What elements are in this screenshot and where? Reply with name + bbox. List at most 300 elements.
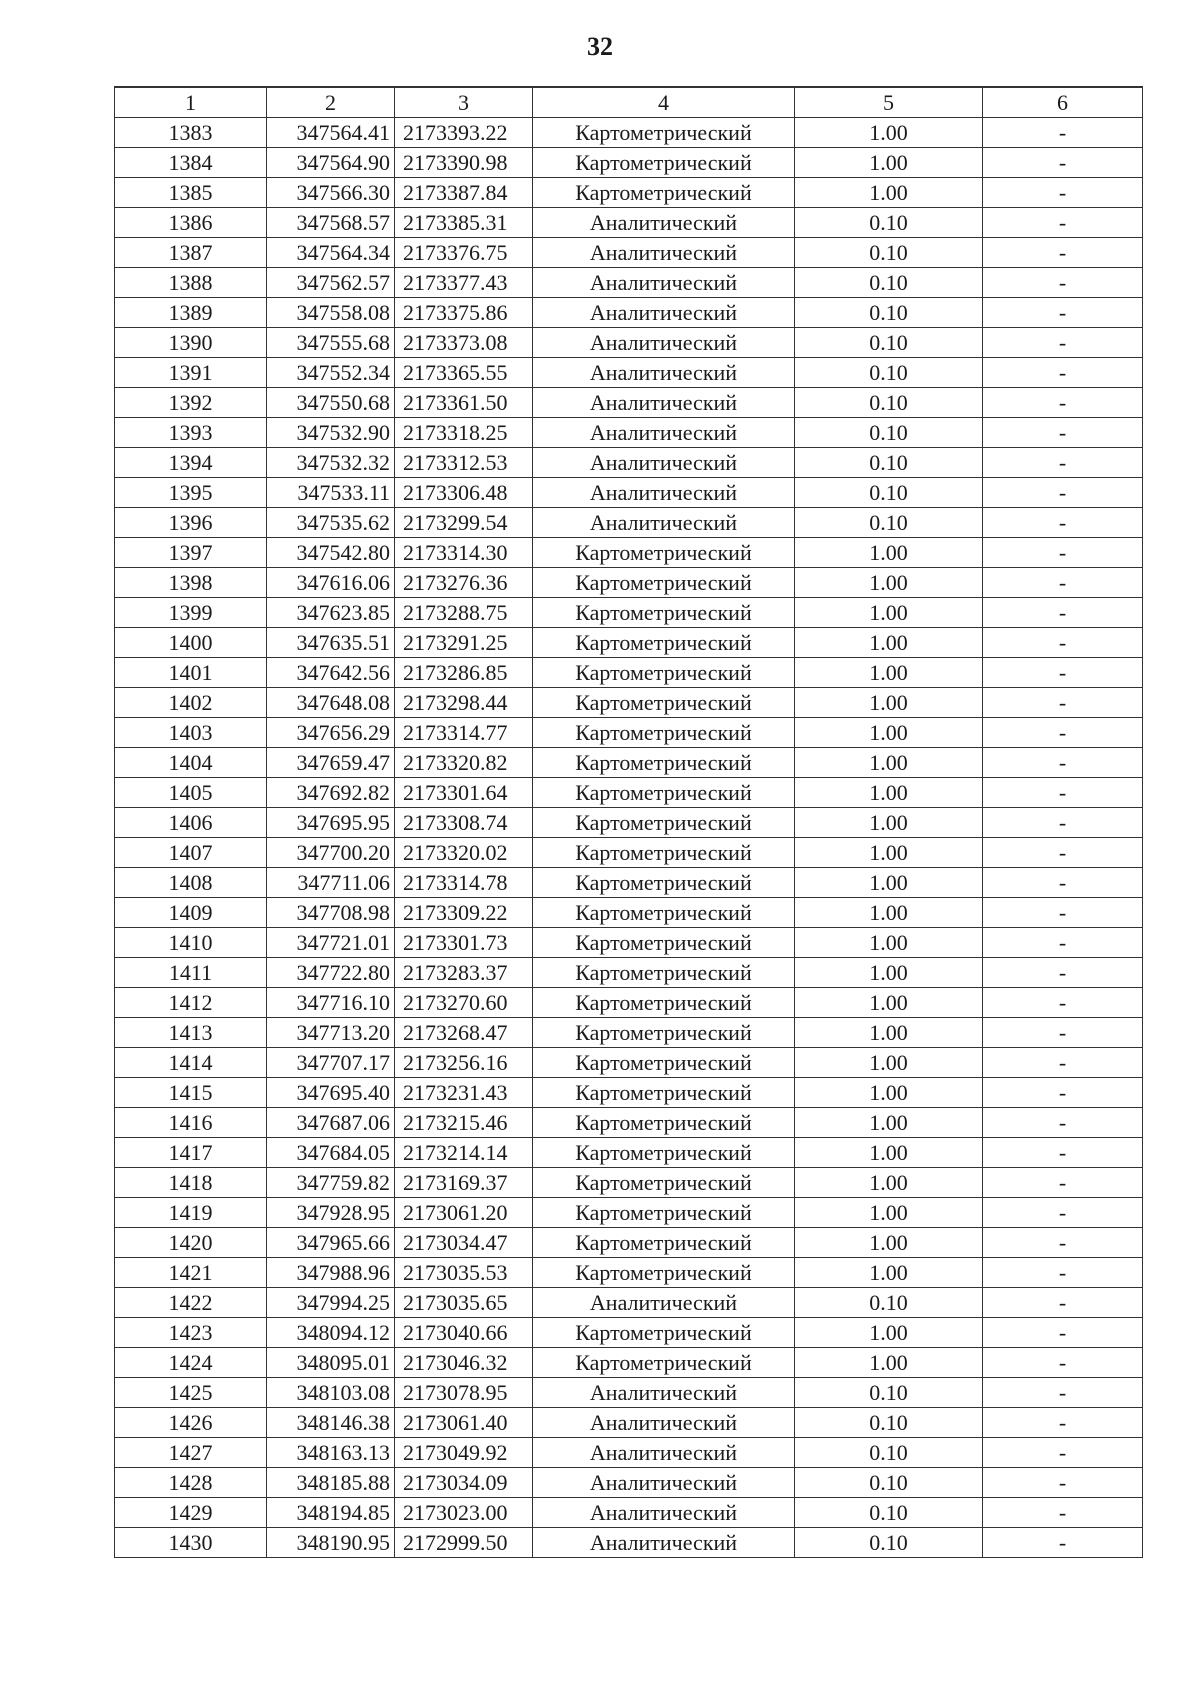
table-row <box>115 1318 1143 1348</box>
method-cell: Картометрический <box>533 1318 795 1348</box>
accuracy-cell: 1.00 <box>795 178 983 208</box>
table-row <box>115 328 1143 358</box>
table-row <box>115 448 1143 478</box>
y-coordinate-cell: 2173320.82 <box>395 748 533 778</box>
x-coordinate-cell: 348146.38 <box>267 1408 395 1438</box>
method-cell: Картометрический <box>533 778 795 808</box>
point-number-cell: 1391 <box>115 358 267 388</box>
method-cell: Аналитический <box>533 1468 795 1498</box>
table-row <box>115 508 1143 538</box>
method-cell: Картометрический <box>533 1348 795 1378</box>
point-number-cell: 1383 <box>115 118 267 148</box>
method-cell: Картометрический <box>533 838 795 868</box>
x-coordinate-cell: 347535.62 <box>267 508 395 538</box>
accuracy-cell: 1.00 <box>795 718 983 748</box>
note-cell: - <box>983 1348 1143 1378</box>
table-row <box>115 208 1143 238</box>
y-coordinate-cell: 2173035.53 <box>395 1258 533 1288</box>
method-cell: Картометрический <box>533 118 795 148</box>
note-cell: - <box>983 988 1143 1018</box>
y-coordinate-cell: 2173373.08 <box>395 328 533 358</box>
point-number-cell: 1386 <box>115 208 267 238</box>
x-coordinate-cell: 348095.01 <box>267 1348 395 1378</box>
table-row <box>115 418 1143 448</box>
page-number: 32 <box>587 32 613 61</box>
point-number-cell: 1421 <box>115 1258 267 1288</box>
column-header-3: 3 <box>395 87 533 118</box>
accuracy-cell: 1.00 <box>795 598 983 628</box>
note-cell: - <box>983 1318 1143 1348</box>
point-number-cell: 1398 <box>115 568 267 598</box>
accuracy-cell: 1.00 <box>795 1198 983 1228</box>
point-number-cell: 1422 <box>115 1288 267 1318</box>
table-row <box>115 838 1143 868</box>
note-cell: - <box>983 748 1143 778</box>
y-coordinate-cell: 2173215.46 <box>395 1108 533 1138</box>
column-header-4: 4 <box>533 87 795 118</box>
point-number-cell: 1400 <box>115 628 267 658</box>
accuracy-cell: 1.00 <box>795 928 983 958</box>
x-coordinate-cell: 348103.08 <box>267 1378 395 1408</box>
note-cell: - <box>983 1438 1143 1468</box>
table-body <box>115 118 1143 1558</box>
method-cell: Картометрический <box>533 1138 795 1168</box>
table-row <box>115 538 1143 568</box>
table-row <box>115 988 1143 1018</box>
x-coordinate-cell: 347687.06 <box>267 1108 395 1138</box>
note-cell: - <box>983 1078 1143 1108</box>
method-cell: Картометрический <box>533 1258 795 1288</box>
y-coordinate-cell: 2173390.98 <box>395 148 533 178</box>
point-number-cell: 1409 <box>115 898 267 928</box>
point-number-cell: 1395 <box>115 478 267 508</box>
table-row <box>115 1468 1143 1498</box>
x-coordinate-cell: 348094.12 <box>267 1318 395 1348</box>
table-row <box>115 928 1143 958</box>
x-coordinate-cell: 347707.17 <box>267 1048 395 1078</box>
point-number-cell: 1387 <box>115 238 267 268</box>
column-header-5: 5 <box>795 87 983 118</box>
note-cell: - <box>983 1468 1143 1498</box>
method-cell: Картометрический <box>533 748 795 778</box>
accuracy-cell: 0.10 <box>795 268 983 298</box>
y-coordinate-cell: 2173283.37 <box>395 958 533 988</box>
accuracy-cell: 1.00 <box>795 1108 983 1138</box>
point-number-cell: 1427 <box>115 1438 267 1468</box>
table-row <box>115 778 1143 808</box>
note-cell: - <box>983 358 1143 388</box>
note-cell: - <box>983 238 1143 268</box>
note-cell: - <box>983 1378 1143 1408</box>
method-cell: Аналитический <box>533 238 795 268</box>
y-coordinate-cell: 2173061.40 <box>395 1408 533 1438</box>
x-coordinate-cell: 348190.95 <box>267 1528 395 1558</box>
y-coordinate-cell: 2173299.54 <box>395 508 533 538</box>
accuracy-cell: 1.00 <box>795 1258 983 1288</box>
note-cell: - <box>983 1108 1143 1138</box>
point-number-cell: 1413 <box>115 1018 267 1048</box>
method-cell: Картометрический <box>533 1018 795 1048</box>
y-coordinate-cell: 2173270.60 <box>395 988 533 1018</box>
accuracy-cell: 1.00 <box>795 688 983 718</box>
table-row <box>115 268 1143 298</box>
table-row <box>115 1198 1143 1228</box>
note-cell: - <box>983 928 1143 958</box>
table-row <box>115 388 1143 418</box>
x-coordinate-cell: 347616.06 <box>267 568 395 598</box>
point-number-cell: 1425 <box>115 1378 267 1408</box>
accuracy-cell: 0.10 <box>795 1468 983 1498</box>
note-cell: - <box>983 328 1143 358</box>
accuracy-cell: 0.10 <box>795 238 983 268</box>
y-coordinate-cell: 2173361.50 <box>395 388 533 418</box>
point-number-cell: 1401 <box>115 658 267 688</box>
point-number-cell: 1407 <box>115 838 267 868</box>
method-cell: Аналитический <box>533 268 795 298</box>
method-cell: Картометрический <box>533 898 795 928</box>
accuracy-cell: 1.00 <box>795 778 983 808</box>
table-row <box>115 568 1143 598</box>
table-row <box>115 1378 1143 1408</box>
table-row <box>115 718 1143 748</box>
table-row <box>115 1168 1143 1198</box>
x-coordinate-cell: 348194.85 <box>267 1498 395 1528</box>
x-coordinate-cell: 347564.90 <box>267 148 395 178</box>
method-cell: Аналитический <box>533 418 795 448</box>
point-number-cell: 1418 <box>115 1168 267 1198</box>
method-cell: Картометрический <box>533 178 795 208</box>
x-coordinate-cell: 348163.13 <box>267 1438 395 1468</box>
method-cell: Аналитический <box>533 298 795 328</box>
table-row <box>115 1288 1143 1318</box>
y-coordinate-cell: 2173365.55 <box>395 358 533 388</box>
y-coordinate-cell: 2173049.92 <box>395 1438 533 1468</box>
x-coordinate-cell: 347708.98 <box>267 898 395 928</box>
y-coordinate-cell: 2173286.85 <box>395 658 533 688</box>
accuracy-cell: 1.00 <box>795 1228 983 1258</box>
accuracy-cell: 0.10 <box>795 1408 983 1438</box>
x-coordinate-cell: 347562.57 <box>267 268 395 298</box>
point-number-cell: 1420 <box>115 1228 267 1258</box>
accuracy-cell: 0.10 <box>795 1498 983 1528</box>
y-coordinate-cell: 2173314.78 <box>395 868 533 898</box>
note-cell: - <box>983 808 1143 838</box>
method-cell: Аналитический <box>533 1378 795 1408</box>
y-coordinate-cell: 2173318.25 <box>395 418 533 448</box>
table-row <box>115 478 1143 508</box>
point-number-cell: 1388 <box>115 268 267 298</box>
y-coordinate-cell: 2173231.43 <box>395 1078 533 1108</box>
accuracy-cell: 0.10 <box>795 478 983 508</box>
column-header-6: 6 <box>983 87 1143 118</box>
table-row <box>115 118 1143 148</box>
note-cell: - <box>983 1528 1143 1558</box>
y-coordinate-cell: 2173214.14 <box>395 1138 533 1168</box>
accuracy-cell: 1.00 <box>795 1078 983 1108</box>
accuracy-cell: 0.10 <box>795 388 983 418</box>
note-cell: - <box>983 778 1143 808</box>
accuracy-cell: 1.00 <box>795 1348 983 1378</box>
y-coordinate-cell: 2173306.48 <box>395 478 533 508</box>
point-number-cell: 1416 <box>115 1108 267 1138</box>
table-row <box>115 1528 1143 1558</box>
y-coordinate-cell: 2173078.95 <box>395 1378 533 1408</box>
table-row <box>115 868 1143 898</box>
table-row <box>115 688 1143 718</box>
accuracy-cell: 1.00 <box>795 868 983 898</box>
table-row <box>115 958 1143 988</box>
accuracy-cell: 1.00 <box>795 748 983 778</box>
accuracy-cell: 0.10 <box>795 208 983 238</box>
table-row <box>115 1498 1143 1528</box>
y-coordinate-cell: 2173023.00 <box>395 1498 533 1528</box>
method-cell: Картометрический <box>533 538 795 568</box>
table-row <box>115 148 1143 178</box>
note-cell: - <box>983 1498 1143 1528</box>
y-coordinate-cell: 2173387.84 <box>395 178 533 208</box>
y-coordinate-cell: 2173034.47 <box>395 1228 533 1258</box>
accuracy-cell: 1.00 <box>795 148 983 178</box>
accuracy-cell: 1.00 <box>795 958 983 988</box>
x-coordinate-cell: 347564.41 <box>267 118 395 148</box>
x-coordinate-cell: 347555.68 <box>267 328 395 358</box>
method-cell: Аналитический <box>533 508 795 538</box>
x-coordinate-cell: 347552.34 <box>267 358 395 388</box>
method-cell: Картометрический <box>533 568 795 598</box>
y-coordinate-cell: 2173301.73 <box>395 928 533 958</box>
note-cell: - <box>983 178 1143 208</box>
note-cell: - <box>983 628 1143 658</box>
point-number-cell: 1423 <box>115 1318 267 1348</box>
method-cell: Картометрический <box>533 628 795 658</box>
point-number-cell: 1399 <box>115 598 267 628</box>
table-row <box>115 898 1143 928</box>
y-coordinate-cell: 2173034.09 <box>395 1468 533 1498</box>
method-cell: Картометрический <box>533 688 795 718</box>
accuracy-cell: 1.00 <box>795 988 983 1018</box>
y-coordinate-cell: 2173393.22 <box>395 118 533 148</box>
point-number-cell: 1428 <box>115 1468 267 1498</box>
method-cell: Картометрический <box>533 658 795 688</box>
accuracy-cell: 1.00 <box>795 658 983 688</box>
point-number-cell: 1411 <box>115 958 267 988</box>
table-row <box>115 1348 1143 1378</box>
note-cell: - <box>983 1408 1143 1438</box>
x-coordinate-cell: 347695.95 <box>267 808 395 838</box>
accuracy-cell: 0.10 <box>795 1438 983 1468</box>
accuracy-cell: 1.00 <box>795 568 983 598</box>
x-coordinate-cell: 347635.51 <box>267 628 395 658</box>
y-coordinate-cell: 2173035.65 <box>395 1288 533 1318</box>
x-coordinate-cell: 347656.29 <box>267 718 395 748</box>
method-cell: Аналитический <box>533 1498 795 1528</box>
y-coordinate-cell: 2173308.74 <box>395 808 533 838</box>
y-coordinate-cell: 2173309.22 <box>395 898 533 928</box>
method-cell: Картометрический <box>533 808 795 838</box>
accuracy-cell: 0.10 <box>795 448 983 478</box>
method-cell: Аналитический <box>533 1528 795 1558</box>
x-coordinate-cell: 347711.06 <box>267 868 395 898</box>
point-number-cell: 1403 <box>115 718 267 748</box>
accuracy-cell: 1.00 <box>795 1318 983 1348</box>
x-coordinate-cell: 347716.10 <box>267 988 395 1018</box>
method-cell: Аналитический <box>533 208 795 238</box>
method-cell: Аналитический <box>533 448 795 478</box>
note-cell: - <box>983 448 1143 478</box>
accuracy-cell: 1.00 <box>795 118 983 148</box>
note-cell: - <box>983 838 1143 868</box>
table-row <box>115 748 1143 778</box>
method-cell: Аналитический <box>533 388 795 418</box>
note-cell: - <box>983 208 1143 238</box>
y-coordinate-cell: 2173312.53 <box>395 448 533 478</box>
method-cell: Картометрический <box>533 1048 795 1078</box>
point-number-cell: 1426 <box>115 1408 267 1438</box>
y-coordinate-cell: 2173376.75 <box>395 238 533 268</box>
note-cell: - <box>983 508 1143 538</box>
accuracy-cell: 0.10 <box>795 1288 983 1318</box>
note-cell: - <box>983 1228 1143 1258</box>
table-row <box>115 178 1143 208</box>
column-header-1: 1 <box>115 87 267 118</box>
method-cell: Аналитический <box>533 1288 795 1318</box>
x-coordinate-cell: 347994.25 <box>267 1288 395 1318</box>
point-number-cell: 1390 <box>115 328 267 358</box>
accuracy-cell: 1.00 <box>795 838 983 868</box>
point-number-cell: 1417 <box>115 1138 267 1168</box>
note-cell: - <box>983 688 1143 718</box>
method-cell: Картометрический <box>533 1078 795 1108</box>
note-cell: - <box>983 118 1143 148</box>
table-row <box>115 598 1143 628</box>
method-cell: Аналитический <box>533 328 795 358</box>
accuracy-cell: 1.00 <box>795 628 983 658</box>
method-cell: Картометрический <box>533 148 795 178</box>
point-number-cell: 1397 <box>115 538 267 568</box>
x-coordinate-cell: 347692.82 <box>267 778 395 808</box>
y-coordinate-cell: 2173385.31 <box>395 208 533 238</box>
point-number-cell: 1389 <box>115 298 267 328</box>
x-coordinate-cell: 347722.80 <box>267 958 395 988</box>
accuracy-cell: 0.10 <box>795 358 983 388</box>
coordinates-table <box>114 86 1143 1558</box>
header-row <box>115 87 1143 118</box>
table-header <box>115 87 1143 118</box>
note-cell: - <box>983 1048 1143 1078</box>
point-number-cell: 1430 <box>115 1528 267 1558</box>
note-cell: - <box>983 1018 1143 1048</box>
table-row <box>115 628 1143 658</box>
note-cell: - <box>983 958 1143 988</box>
x-coordinate-cell: 347928.95 <box>267 1198 395 1228</box>
x-coordinate-cell: 347695.40 <box>267 1078 395 1108</box>
point-number-cell: 1393 <box>115 418 267 448</box>
point-number-cell: 1415 <box>115 1078 267 1108</box>
note-cell: - <box>983 1258 1143 1288</box>
note-cell: - <box>983 478 1143 508</box>
method-cell: Картометрический <box>533 718 795 748</box>
y-coordinate-cell: 2173169.37 <box>395 1168 533 1198</box>
point-number-cell: 1410 <box>115 928 267 958</box>
accuracy-cell: 0.10 <box>795 328 983 358</box>
accuracy-cell: 1.00 <box>795 1168 983 1198</box>
point-number-cell: 1394 <box>115 448 267 478</box>
note-cell: - <box>983 418 1143 448</box>
y-coordinate-cell: 2173298.44 <box>395 688 533 718</box>
x-coordinate-cell: 347721.01 <box>267 928 395 958</box>
y-coordinate-cell: 2173377.43 <box>395 268 533 298</box>
point-number-cell: 1408 <box>115 868 267 898</box>
y-coordinate-cell: 2173046.32 <box>395 1348 533 1378</box>
table-row <box>115 1138 1143 1168</box>
y-coordinate-cell: 2173301.64 <box>395 778 533 808</box>
point-number-cell: 1396 <box>115 508 267 538</box>
x-coordinate-cell: 347542.80 <box>267 538 395 568</box>
x-coordinate-cell: 347533.11 <box>267 478 395 508</box>
method-cell: Картометрический <box>533 1168 795 1198</box>
accuracy-cell: 1.00 <box>795 898 983 928</box>
table-row <box>115 1228 1143 1258</box>
note-cell: - <box>983 868 1143 898</box>
y-coordinate-cell: 2173268.47 <box>395 1018 533 1048</box>
table-row <box>115 1258 1143 1288</box>
method-cell: Аналитический <box>533 358 795 388</box>
x-coordinate-cell: 347566.30 <box>267 178 395 208</box>
accuracy-cell: 1.00 <box>795 538 983 568</box>
method-cell: Картометрический <box>533 1198 795 1228</box>
method-cell: Картометрический <box>533 1108 795 1138</box>
table-row <box>115 1048 1143 1078</box>
x-coordinate-cell: 347558.08 <box>267 298 395 328</box>
table-row <box>115 298 1143 328</box>
x-coordinate-cell: 347988.96 <box>267 1258 395 1288</box>
point-number-cell: 1392 <box>115 388 267 418</box>
note-cell: - <box>983 1288 1143 1318</box>
x-coordinate-cell: 347700.20 <box>267 838 395 868</box>
y-coordinate-cell: 2173061.20 <box>395 1198 533 1228</box>
note-cell: - <box>983 388 1143 418</box>
y-coordinate-cell: 2173314.30 <box>395 538 533 568</box>
point-number-cell: 1424 <box>115 1348 267 1378</box>
point-number-cell: 1412 <box>115 988 267 1018</box>
x-coordinate-cell: 347659.47 <box>267 748 395 778</box>
y-coordinate-cell: 2173040.66 <box>395 1318 533 1348</box>
note-cell: - <box>983 538 1143 568</box>
method-cell: Картометрический <box>533 958 795 988</box>
method-cell: Картометрический <box>533 598 795 628</box>
table-row <box>115 1108 1143 1138</box>
table-row <box>115 1408 1143 1438</box>
point-number-cell: 1402 <box>115 688 267 718</box>
point-number-cell: 1419 <box>115 1198 267 1228</box>
point-number-cell: 1384 <box>115 148 267 178</box>
x-coordinate-cell: 347568.57 <box>267 208 395 238</box>
accuracy-cell: 1.00 <box>795 1018 983 1048</box>
method-cell: Аналитический <box>533 1438 795 1468</box>
note-cell: - <box>983 1168 1143 1198</box>
x-coordinate-cell: 347642.56 <box>267 658 395 688</box>
note-cell: - <box>983 1138 1143 1168</box>
y-coordinate-cell: 2173256.16 <box>395 1048 533 1078</box>
table-row <box>115 658 1143 688</box>
x-coordinate-cell: 347532.90 <box>267 418 395 448</box>
method-cell: Аналитический <box>533 478 795 508</box>
note-cell: - <box>983 658 1143 688</box>
accuracy-cell: 0.10 <box>795 298 983 328</box>
note-cell: - <box>983 268 1143 298</box>
point-number-cell: 1405 <box>115 778 267 808</box>
point-number-cell: 1414 <box>115 1048 267 1078</box>
